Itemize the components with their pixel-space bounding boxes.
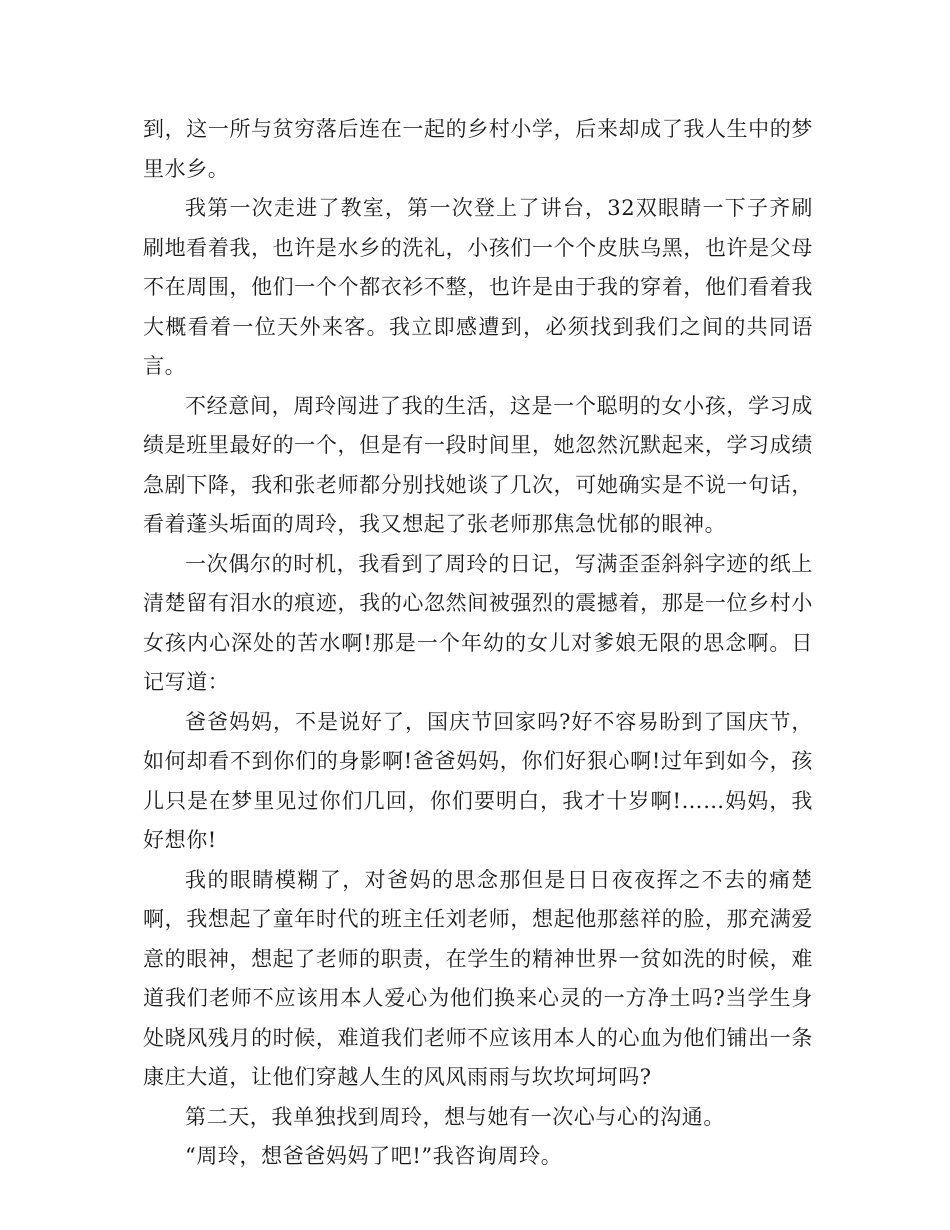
paragraph-1: 到，这一所与贫穷落后连在一起的乡村小学，后来却成了我人生中的梦里水乡。 (143, 117, 813, 181)
paragraph-4: 一次偶尔的时机，我看到了周玲的日记，写满歪歪斜斜字迹的纸上清楚留有泪水的痕迹，我的心忽然间被强烈的震撼着，那是一位乡村小女孩内心深处的苦水啊!那是一个年幼的女儿对爹娘无限的思念啊。日记写道： (143, 551, 813, 694)
paragraph-8: “周玲，想爸爸妈妈了吧!”我咨询周玲。 (185, 1144, 563, 1168)
diary-quote: 爸爸妈妈，不是说好了，国庆节回家吗?好不容易盼到了国庆节，如何却看不到你们的身影啊!爸爸妈妈，你们好狠心啊!过年到如今，孩儿只是在梦里见过你们几回，你们要明白，我才十岁啊!……妈妈，我好想你! (143, 709, 813, 852)
paragraph-2: 我第一次走进了教室，第一次登上了讲台，32双眼睛一下子齐刷刷地看着我，也许是水乡的洗礼，小孩们一个个皮肤乌黑，也许是父母不在周围，他们一个个都衣衫不整，也许是由于我的穿着，他们看着我大概看着一位天外来客。我立即感遭到，必须找到我们之间的共同语言。 (143, 196, 813, 378)
paragraph-3: 不经意间，周玲闯进了我的生活，这是一个聪明的女小孩，学习成绩是班里最好的一个，但是有一段时间里，她忽然沉默起来，学习成绩急剧下降，我和张老师都分别找她谈了几次，可她确实是不说一句话，看着蓬头垢面的周玲，我又想起了张老师那焦急忧郁的眼神。 (143, 393, 813, 536)
document-body (143, 110, 813, 1177)
paragraph-6: 我的眼睛模糊了，对爸妈的思念那但是日日夜夜挥之不去的痛楚啊，我想起了童年时代的班主任刘老师，想起他那慈祥的脸，那充满爱意的眼神，想起了老师的职责，在学生的精神世界一贫如洗的时候，难道我们老师不应该用本人爱心为他们换来心灵的一方净土吗?当学生身处晓风残月的时候，难道我们老师不应该用本人的心血为他们铺出一条康庄大道，让他们穿越人生的风风雨雨与坎坎坷坷吗? (143, 867, 813, 1089)
paragraph-7: 第二天，我单独找到周玲，想与她有一次心与心的沟通。 (185, 1104, 725, 1129)
